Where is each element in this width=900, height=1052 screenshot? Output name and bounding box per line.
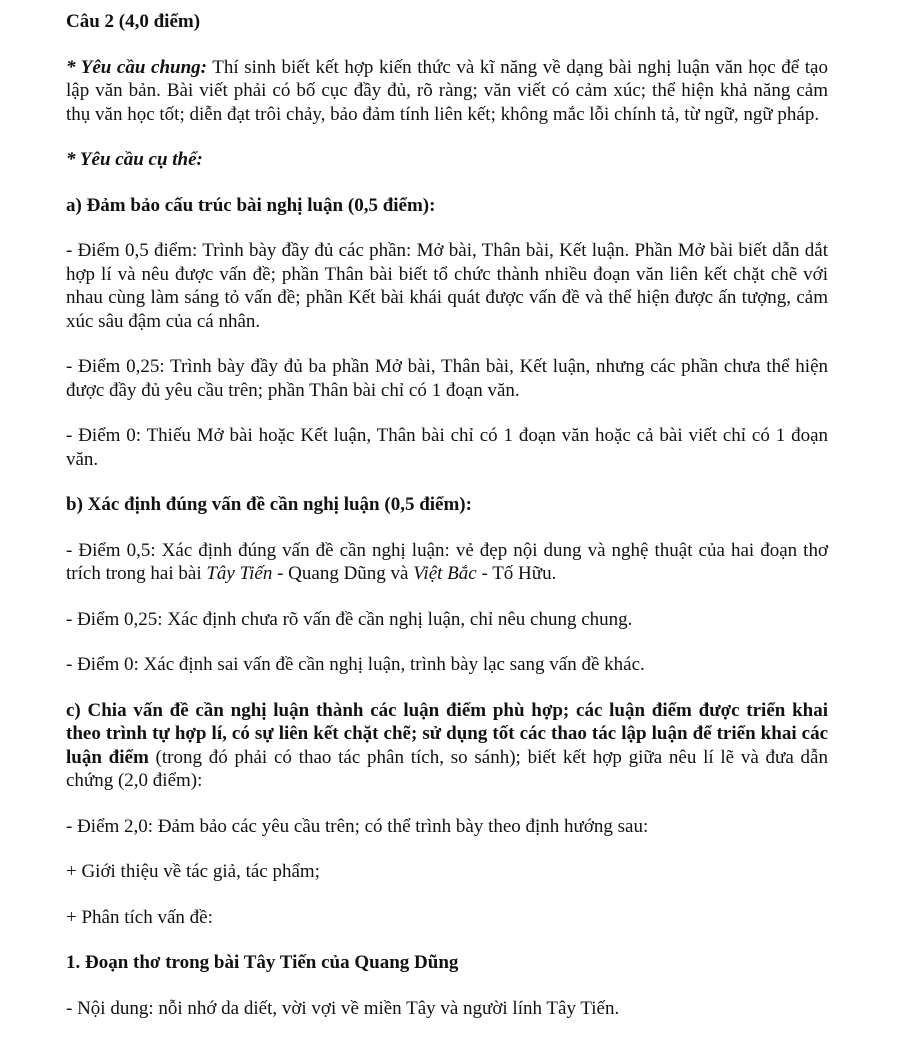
general-requirement-paragraph (66, 56, 828, 127)
section-c-title-bold: c) Chia vấn đề cần nghị luận thành các luận điểm phù hợp; các luận điểm được triển khai theo trình tự hợp lí, có sự liên kết chặt chẽ; sử dụng tốt các thao tác lập luận để triển khai các luận điểm (66, 699, 828, 768)
section-b-item-text: - Điểm 0,5: Xác định đúng vấn đề cần nghị luận: vẻ đẹp nội dung và nghệ thuật của hai đoạn thơ trích trong hai bài (66, 539, 828, 584)
specific-requirement-label: * Yêu cầu cụ thể: (66, 149, 203, 170)
work-title: Việt Bắc (413, 563, 477, 584)
section-c-title-rest: (trong đó phải có thao tác phân tích, so sánh); biết kết hợp giữa nêu lí lẽ và đưa dẫn chứng (2,0 điểm): (66, 746, 828, 791)
subsection-1-item: - Nội dung: nỗi nhớ da diết, vời vợi về miền Tây và người lính Tây Tiến. (66, 997, 620, 1019)
section-a-item: - Điểm 0,25: Trình bày đầy đủ ba phần Mở bài, Thân bài, Kết luận, nhưng các phần chưa thể hiện được đầy đủ yêu cầu trên; phần Thân bài chỉ có 1 đoạn văn. (66, 356, 828, 401)
section-b-item: - Điểm 0,25: Xác định chưa rõ vấn đề cần nghị luận, chỉ nêu chung chung. (66, 608, 633, 630)
section-c-item: - Điểm 2,0: Đảm bảo các yêu cầu trên; có thể trình bày theo định hướng sau: (66, 815, 649, 837)
section-b-item: - Điểm 0: Xác định sai vấn đề cần nghị luận, trình bày lạc sang vấn đề khác. (66, 654, 645, 675)
section-a-item: - Điểm 0: Thiếu Mở bài hoặc Kết luận, Thân bài chỉ có 1 đoạn văn hoặc cả bài viết chỉ có 1 đoạn văn. (66, 425, 828, 470)
section-b-item-text: - Tố Hữu. (476, 563, 557, 584)
document-page (66, 10, 828, 1020)
section-a-title: a) Đảm bảo cấu trúc bài nghị luận (0,5 điểm): (66, 194, 436, 216)
subsection-1-title: 1. Đoạn thơ trong bài Tây Tiến của Quang Dũng (66, 952, 459, 973)
section-c-item: + Phân tích vấn đề: (66, 906, 213, 928)
question-heading: Câu 2 (4,0 điểm) (66, 11, 201, 32)
section-c-title (66, 699, 828, 793)
section-b-title: b) Xác định đúng vấn đề cần nghị luận (0,5 điểm): (66, 494, 472, 515)
general-requirement-text: Thí sinh biết kết hợp kiến thức và kĩ năng về dạng bài nghị luận văn học để tạo lập văn bản. Bài viết phải có bố cục đầy đủ, rõ ràng; văn viết có cảm xúc; thể hiện khả năng cảm thụ văn học tốt; diễn đạt trôi chảy, bảo đảm tính liên kết; không mắc lỗi chính tả, từ ngữ, ngữ pháp. (66, 56, 828, 125)
section-c-item: + Giới thiệu về tác giả, tác phẩm; (66, 861, 320, 882)
section-b-item (66, 539, 828, 586)
work-title: Tây Tiến (206, 563, 273, 584)
general-requirement-label: * Yêu cầu chung: (66, 56, 207, 78)
section-a-item: - Điểm 0,5 điểm: Trình bày đầy đủ các phần: Mở bài, Thân bài, Kết luận. Phần Mở bài biết dẫn dắt hợp lí và nêu được vấn đề; phần Thân bài biết tổ chức thành nhiều đoạn văn liên kết chặt chẽ với nhau cùng làm sáng tỏ vấn đề; phần Kết bài khái quát được vấn đề và thể hiện được ấn tượng, cảm xúc sâu đậm của cá nhân. (66, 240, 828, 332)
section-b-item-text: - Quang Dũng và (272, 563, 414, 584)
